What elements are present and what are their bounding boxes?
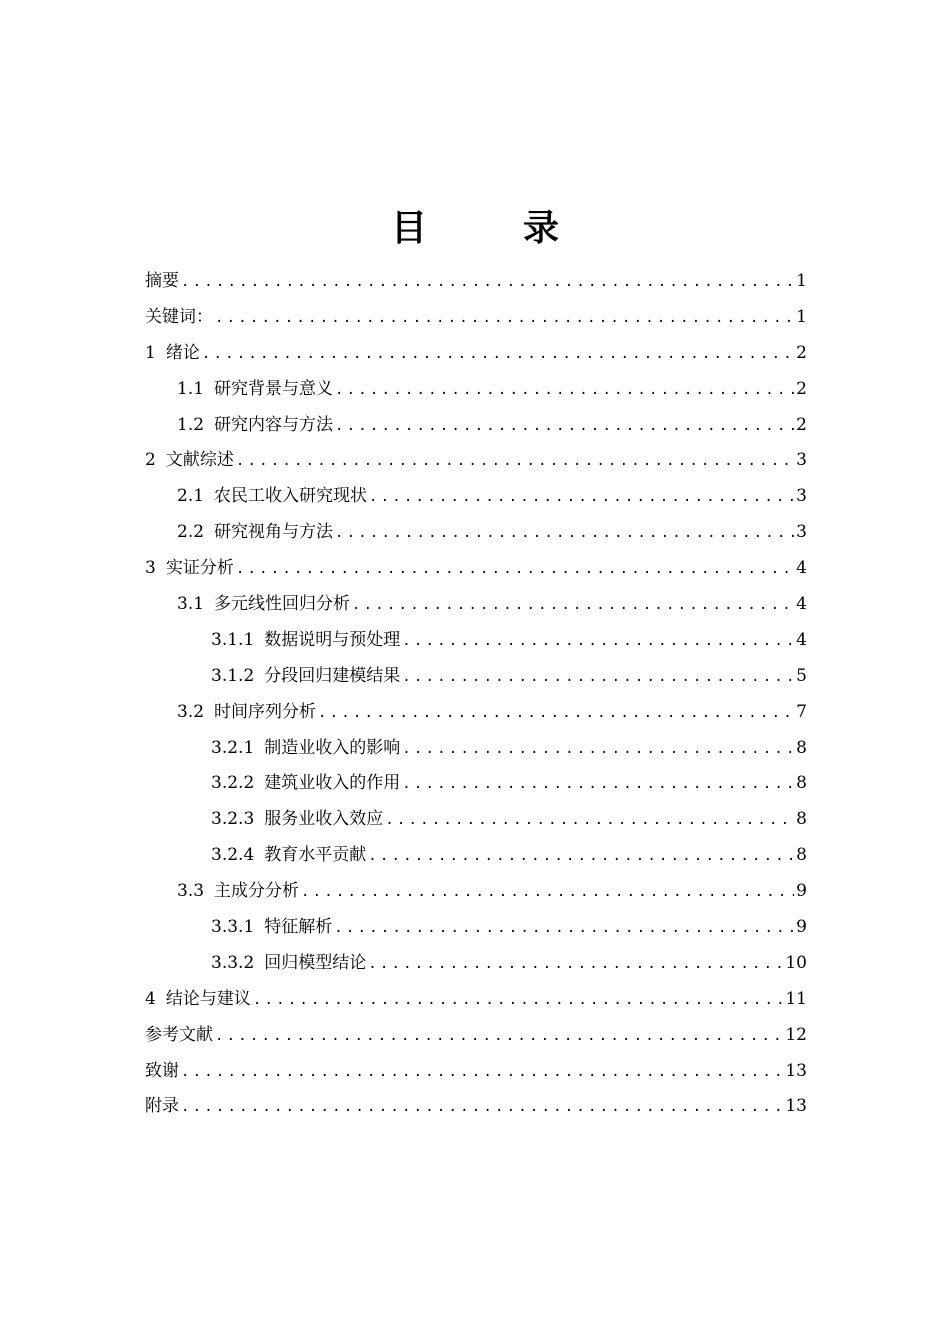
toc-entry-title: 致谢 bbox=[145, 1060, 179, 1081]
toc-entry-number: 3.2 bbox=[177, 701, 205, 722]
toc-entry[interactable] bbox=[145, 479, 807, 515]
toc-entry-title: 特征解析 bbox=[264, 917, 333, 938]
dot-leader bbox=[253, 983, 784, 1019]
toc-entry-page: 3 bbox=[796, 522, 807, 543]
dot-leader bbox=[236, 444, 794, 480]
toc-entry-number: 1 bbox=[145, 342, 156, 363]
toc-entry[interactable] bbox=[145, 587, 807, 623]
toc-entry-page: 12 bbox=[785, 1024, 807, 1045]
toc-entry-title: 实证分析 bbox=[165, 558, 234, 579]
toc-entry-page: 2 bbox=[796, 342, 807, 363]
table-of-contents bbox=[145, 264, 807, 1125]
toc-entry-title: 研究视角与方法 bbox=[214, 522, 334, 543]
toc-entry-title: 结论与建议 bbox=[165, 988, 251, 1009]
toc-entry[interactable] bbox=[145, 695, 807, 731]
toc-entry-title: 绪论 bbox=[165, 342, 200, 363]
toc-entry-title: 时间序列分析 bbox=[214, 701, 317, 722]
toc-entry-title: 附录 bbox=[145, 1096, 179, 1117]
dot-leader bbox=[402, 732, 794, 768]
toc-entry-number: 2.1 bbox=[177, 486, 205, 507]
toc-entry[interactable] bbox=[145, 731, 807, 767]
dot-leader bbox=[335, 409, 794, 445]
toc-entry-number: 3.2.1 bbox=[211, 737, 255, 758]
toc-entry-title: 摘要 bbox=[145, 271, 179, 291]
toc-entry-page: 8 bbox=[796, 737, 807, 758]
toc-entry-page: 10 bbox=[785, 952, 807, 973]
toc-entry-number: 3.1.2 bbox=[211, 665, 255, 686]
dot-leader bbox=[181, 265, 794, 301]
toc-entry-title: 服务业收入效应 bbox=[264, 809, 384, 830]
toc-entry-title: 多元线性回归分析 bbox=[214, 594, 351, 615]
toc-entry-title: 主成分分析 bbox=[214, 881, 300, 902]
toc-entry-number: 3.3.1 bbox=[211, 917, 255, 938]
dot-leader bbox=[335, 373, 794, 409]
toc-entry-title: 农民工收入研究现状 bbox=[214, 486, 368, 507]
dot-leader bbox=[236, 552, 794, 588]
toc-entry[interactable] bbox=[145, 264, 807, 300]
toc-entry-title: 数据说明与预处理 bbox=[264, 629, 401, 650]
dot-leader bbox=[318, 696, 794, 732]
toc-entry[interactable] bbox=[145, 982, 807, 1018]
toc-entry[interactable] bbox=[145, 336, 807, 372]
dot-leader bbox=[385, 803, 794, 839]
toc-entry-page: 3 bbox=[796, 450, 807, 471]
dot-leader bbox=[368, 947, 783, 983]
toc-entry[interactable] bbox=[145, 802, 807, 838]
toc-entry-page: 1 bbox=[796, 306, 807, 327]
toc-entry-page: 1 bbox=[796, 271, 807, 291]
toc-entry[interactable] bbox=[145, 372, 807, 408]
dot-leader bbox=[181, 1090, 783, 1126]
toc-entry-title: 研究内容与方法 bbox=[214, 414, 334, 435]
toc-entry-number: 1.2 bbox=[177, 414, 205, 435]
dot-leader bbox=[402, 767, 794, 803]
toc-entry-page: 8 bbox=[796, 809, 807, 830]
toc-entry-number: 3.2.4 bbox=[211, 845, 255, 866]
toc-entry-page: 4 bbox=[796, 558, 807, 579]
toc-entry-page: 2 bbox=[796, 378, 807, 399]
toc-entry-number: 3.3 bbox=[177, 881, 205, 902]
dot-leader bbox=[402, 660, 794, 696]
toc-entry-number: 3.2.2 bbox=[211, 773, 255, 794]
toc-entry-number: 1.1 bbox=[177, 378, 205, 399]
dot-leader bbox=[369, 480, 794, 516]
toc-entry[interactable] bbox=[145, 946, 807, 982]
toc-entry[interactable] bbox=[145, 623, 807, 659]
toc-entry-title: 制造业收入的影响 bbox=[264, 737, 401, 758]
toc-entry[interactable] bbox=[145, 515, 807, 551]
toc-entry-number: 3 bbox=[145, 558, 156, 579]
toc-entry[interactable] bbox=[145, 408, 807, 444]
dot-leader bbox=[181, 1055, 783, 1091]
toc-entry-page: 11 bbox=[785, 988, 807, 1009]
dot-leader bbox=[368, 839, 794, 875]
dot-leader bbox=[335, 516, 794, 552]
toc-entry-title: 关键词： bbox=[145, 306, 213, 327]
toc-entry[interactable] bbox=[145, 443, 807, 479]
toc-entry-title: 分段回归建模结果 bbox=[264, 665, 401, 686]
toc-entry[interactable] bbox=[145, 1018, 807, 1054]
toc-entry-page: 13 bbox=[785, 1096, 807, 1117]
toc-entry-title: 建筑业收入的作用 bbox=[264, 773, 401, 794]
dot-leader bbox=[402, 624, 794, 660]
dot-leader bbox=[301, 875, 794, 911]
toc-entry-number: 3.3.2 bbox=[211, 952, 255, 973]
toc-entry-title: 教育水平贡献 bbox=[264, 845, 367, 866]
toc-title: 目 录 bbox=[390, 208, 589, 249]
toc-entry-page: 4 bbox=[796, 594, 807, 615]
toc-entry[interactable] bbox=[145, 766, 807, 802]
toc-entry-title: 回归模型结论 bbox=[264, 952, 367, 973]
dot-leader bbox=[352, 588, 794, 624]
toc-entry[interactable] bbox=[145, 1089, 807, 1125]
toc-entry-page: 3 bbox=[796, 486, 807, 507]
dot-leader bbox=[334, 911, 794, 947]
toc-entry-number: 2 bbox=[145, 450, 156, 471]
toc-entry-page: 2 bbox=[796, 414, 807, 435]
toc-entry-page: 5 bbox=[796, 665, 807, 686]
toc-entry-number: 2.2 bbox=[177, 522, 205, 543]
toc-entry[interactable] bbox=[145, 910, 807, 946]
toc-entry-number: 3.2.3 bbox=[211, 809, 255, 830]
toc-entry-page: 4 bbox=[796, 629, 807, 650]
toc-entry[interactable] bbox=[145, 874, 807, 910]
toc-entry-page: 8 bbox=[796, 773, 807, 794]
toc-entry-number: 3.1 bbox=[177, 594, 205, 615]
toc-entry-number: 3.1.1 bbox=[211, 629, 255, 650]
dot-leader bbox=[202, 337, 794, 373]
toc-entry-page: 9 bbox=[796, 881, 807, 902]
toc-entry-title: 研究背景与意义 bbox=[214, 378, 334, 399]
toc-entry[interactable] bbox=[145, 551, 807, 587]
toc-entry[interactable] bbox=[145, 1054, 807, 1090]
toc-entry-number: 4 bbox=[145, 988, 156, 1009]
dot-leader bbox=[215, 1019, 783, 1055]
toc-entry-page: 9 bbox=[796, 917, 807, 938]
toc-entry-title: 文献综述 bbox=[165, 450, 234, 471]
toc-entry-page: 13 bbox=[785, 1060, 807, 1081]
toc-entry-title: 参考文献 bbox=[145, 1024, 213, 1045]
toc-entry[interactable] bbox=[145, 300, 807, 336]
toc-entry[interactable] bbox=[145, 838, 807, 874]
toc-entry-page: 7 bbox=[796, 701, 807, 722]
toc-entry-page: 8 bbox=[796, 845, 807, 866]
dot-leader bbox=[215, 301, 794, 337]
toc-entry[interactable] bbox=[145, 659, 807, 695]
